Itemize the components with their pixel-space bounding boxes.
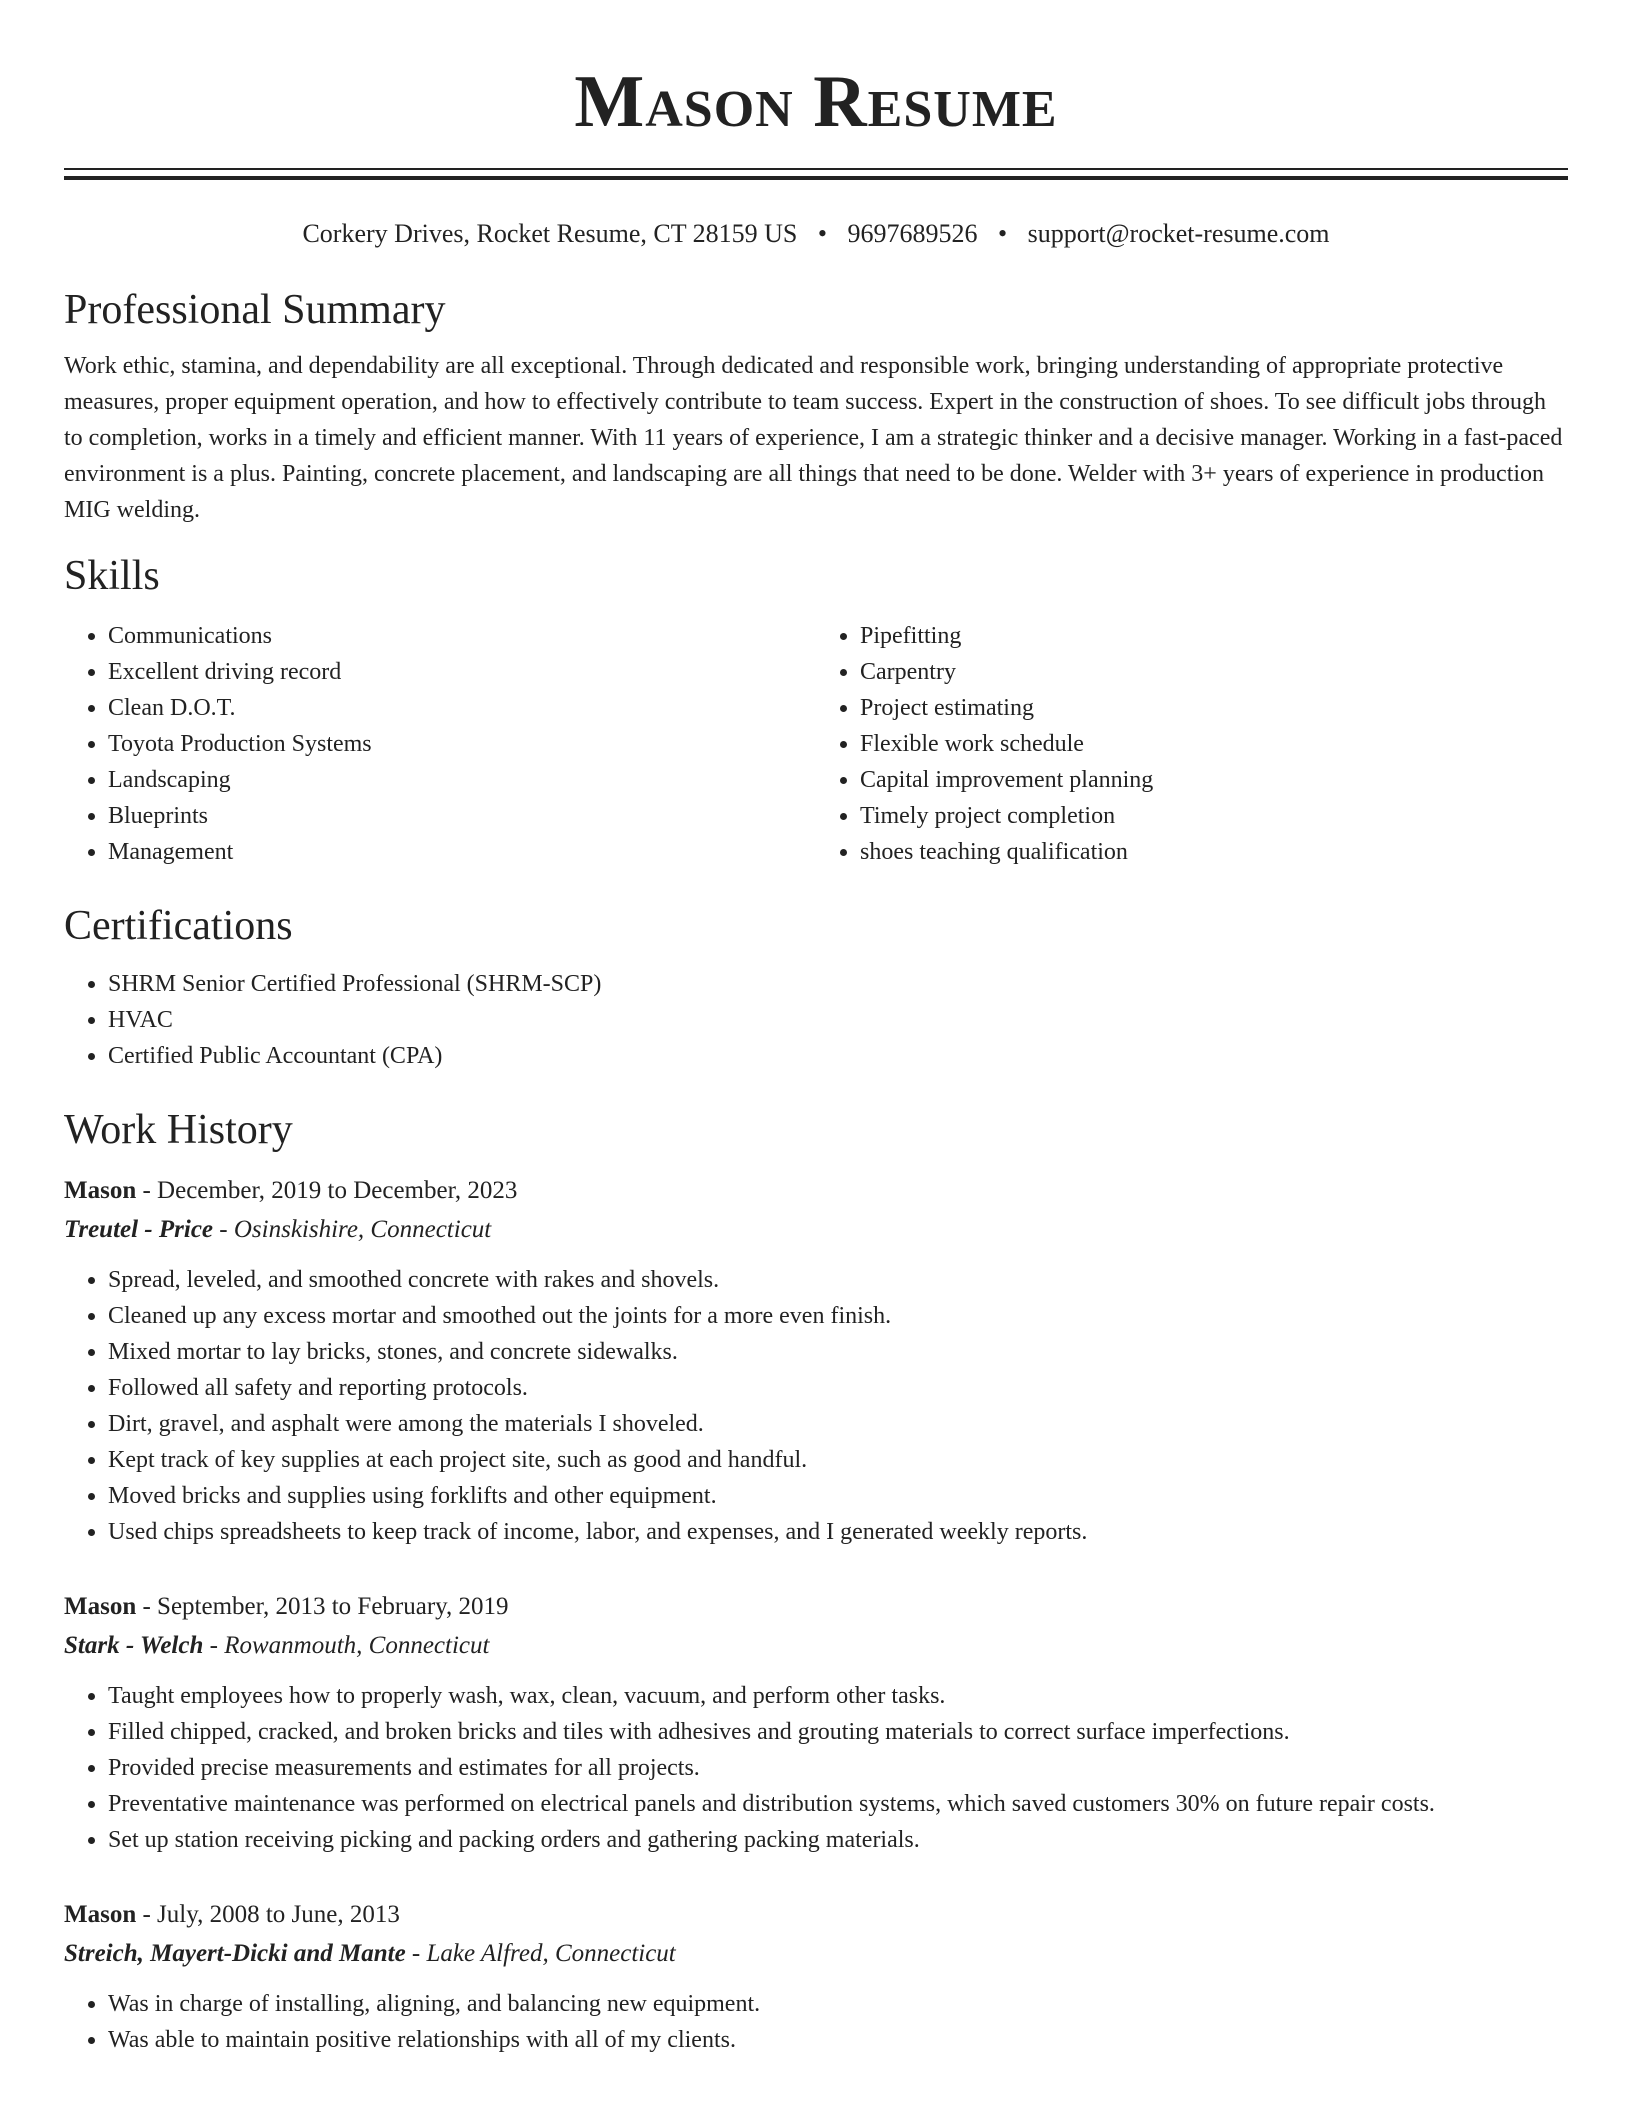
skill-item: • Blueprints [108, 798, 816, 834]
skill-item: • Communications [108, 618, 816, 654]
skill-item: • Excellent driving record [108, 654, 816, 690]
skill-item: • Timely project completion [860, 798, 1568, 834]
contact-line [64, 216, 1568, 256]
job-bullet: • Filled chipped, cracked, and broken bricks and tiles with adhesives and grouting materials to correct surface imperfections. [108, 1714, 1568, 1750]
job-bullet: • Was able to maintain positive relationships with all of my clients. [108, 2022, 1568, 2058]
job-bullets [64, 1678, 1568, 1858]
skill-item: • Toyota Production Systems [108, 726, 816, 762]
job-bullet: • Kept track of key supplies at each project site, such as good and handful. [108, 1442, 1568, 1478]
job-entry [64, 1896, 1568, 2058]
certification-item: • HVAC [108, 1002, 1568, 1038]
job-role: Mason [64, 1593, 137, 1620]
job-bullet: • Mixed mortar to lay bricks, stones, and concrete sidewalks. [108, 1334, 1568, 1370]
job-employer [64, 1626, 1568, 1666]
job-location: - Lake Alfred, Connecticut [405, 1940, 676, 1967]
job-role: Mason [64, 1177, 137, 1204]
job-bullet: • Cleaned up any excess mortar and smoothed out the joints for a more even finish. [108, 1298, 1568, 1334]
job-location: - Rowanmouth, Connecticut [203, 1632, 490, 1659]
job-heading [64, 1172, 1568, 1210]
job-employer [64, 1934, 1568, 1974]
job-employer [64, 1210, 1568, 1250]
resume-name: Mason Resume [574, 61, 1058, 143]
job-bullet: • Set up station receiving picking and packing orders and gathering packing materials. [108, 1822, 1568, 1858]
skill-item: • Project estimating [860, 690, 1568, 726]
job-bullet: • Was in charge of installing, aligning, and balancing new equipment. [108, 1986, 1568, 2022]
job-company: Stark - Welch [64, 1632, 204, 1659]
job-heading [64, 1896, 1568, 1934]
job-bullet: • Provided precise measurements and estimates for all projects. [108, 1750, 1568, 1786]
contact-address: Corkery Drives, Rocket Resume, CT 28159 US [302, 219, 798, 248]
certification-item: • Certified Public Accountant (CPA) [108, 1038, 1568, 1074]
skill-item: • Capital improvement planning [860, 762, 1568, 798]
skill-item: • Flexible work schedule [860, 726, 1568, 762]
skills-list-left [64, 618, 816, 870]
skill-item: • Management [108, 834, 816, 870]
job-company: Treutel - Price [64, 1216, 214, 1243]
contact-phone: 9697689526 [847, 219, 978, 248]
contact-separator: • [998, 219, 1008, 248]
certification-item: • SHRM Senior Certified Professional (SHRM-SCP) [108, 966, 1568, 1002]
section-title-certifications: Certifications [64, 903, 293, 949]
section-title-work-history: Work History [64, 1107, 293, 1153]
certifications-list [64, 966, 1568, 1074]
skills-list-right [816, 618, 1568, 870]
section-title-summary: Professional Summary [64, 287, 446, 333]
job-entry [64, 1172, 1568, 1550]
resume-page [64, 0, 1568, 2058]
section-title-skills: Skills [64, 553, 160, 599]
job-bullet: • Used chips spreadsheets to keep track of income, labor, and expenses, and I generated weekly reports. [108, 1514, 1568, 1550]
job-dates: - December, 2019 to December, 2023 [136, 1177, 518, 1204]
skill-item: • Landscaping [108, 762, 816, 798]
contact-email: support@rocket-resume.com [1027, 219, 1330, 248]
skill-item: • Pipefitting [860, 618, 1568, 654]
job-bullets [64, 1262, 1568, 1550]
skill-item: • shoes teaching qualification [860, 834, 1568, 870]
job-dates: - July, 2008 to June, 2013 [136, 1901, 400, 1928]
job-bullet: • Spread, leveled, and smoothed concrete with rakes and shovels. [108, 1262, 1568, 1298]
job-bullet: • Preventative maintenance was performed on electrical panels and distribution systems, which saved customers 30% on future repair costs. [108, 1786, 1568, 1822]
header-rule-thin [64, 168, 1568, 170]
job-bullet: • Followed all safety and reporting protocols. [108, 1370, 1568, 1406]
job-entry [64, 1588, 1568, 1858]
job-bullet: • Taught employees how to properly wash, wax, clean, vacuum, and perform other tasks. [108, 1678, 1568, 1714]
skill-item: • Carpentry [860, 654, 1568, 690]
job-bullets [64, 1986, 1568, 2058]
job-role: Mason [64, 1901, 137, 1928]
job-company: Streich, Mayert-Dicki and Mante [64, 1940, 406, 1967]
job-dates: - September, 2013 to February, 2019 [136, 1593, 509, 1620]
job-bullet: • Moved bricks and supplies using forklifts and other equipment. [108, 1478, 1568, 1514]
contact-separator: • [817, 219, 827, 248]
summary-text: Work ethic, stamina, and dependability are all exceptional. Through dedicated and responsible work, bringing understanding of appropriate protective measures, proper equipment operation, and how to effectively contribute to team success. Expert in the construction of shoes. To see difficult jobs through to completion, works in a timely and efficient manner. With 11 years of experience, I am a strategic thinker and a decisive manager. Working in a fast-paced environment is a plus. Painting, concrete placement, and landscaping are all things that need to be done. Welder with 3+ years of experience in production MIG welding. [64, 353, 1563, 523]
job-bullet: • Dirt, gravel, and asphalt were among the materials I shoveled. [108, 1406, 1568, 1442]
job-heading [64, 1588, 1568, 1626]
skill-item: • Clean D.O.T. [108, 690, 816, 726]
skills-columns [64, 618, 1568, 870]
header-rule-thick [64, 176, 1568, 180]
job-location: - Osinskishire, Connecticut [213, 1216, 492, 1243]
